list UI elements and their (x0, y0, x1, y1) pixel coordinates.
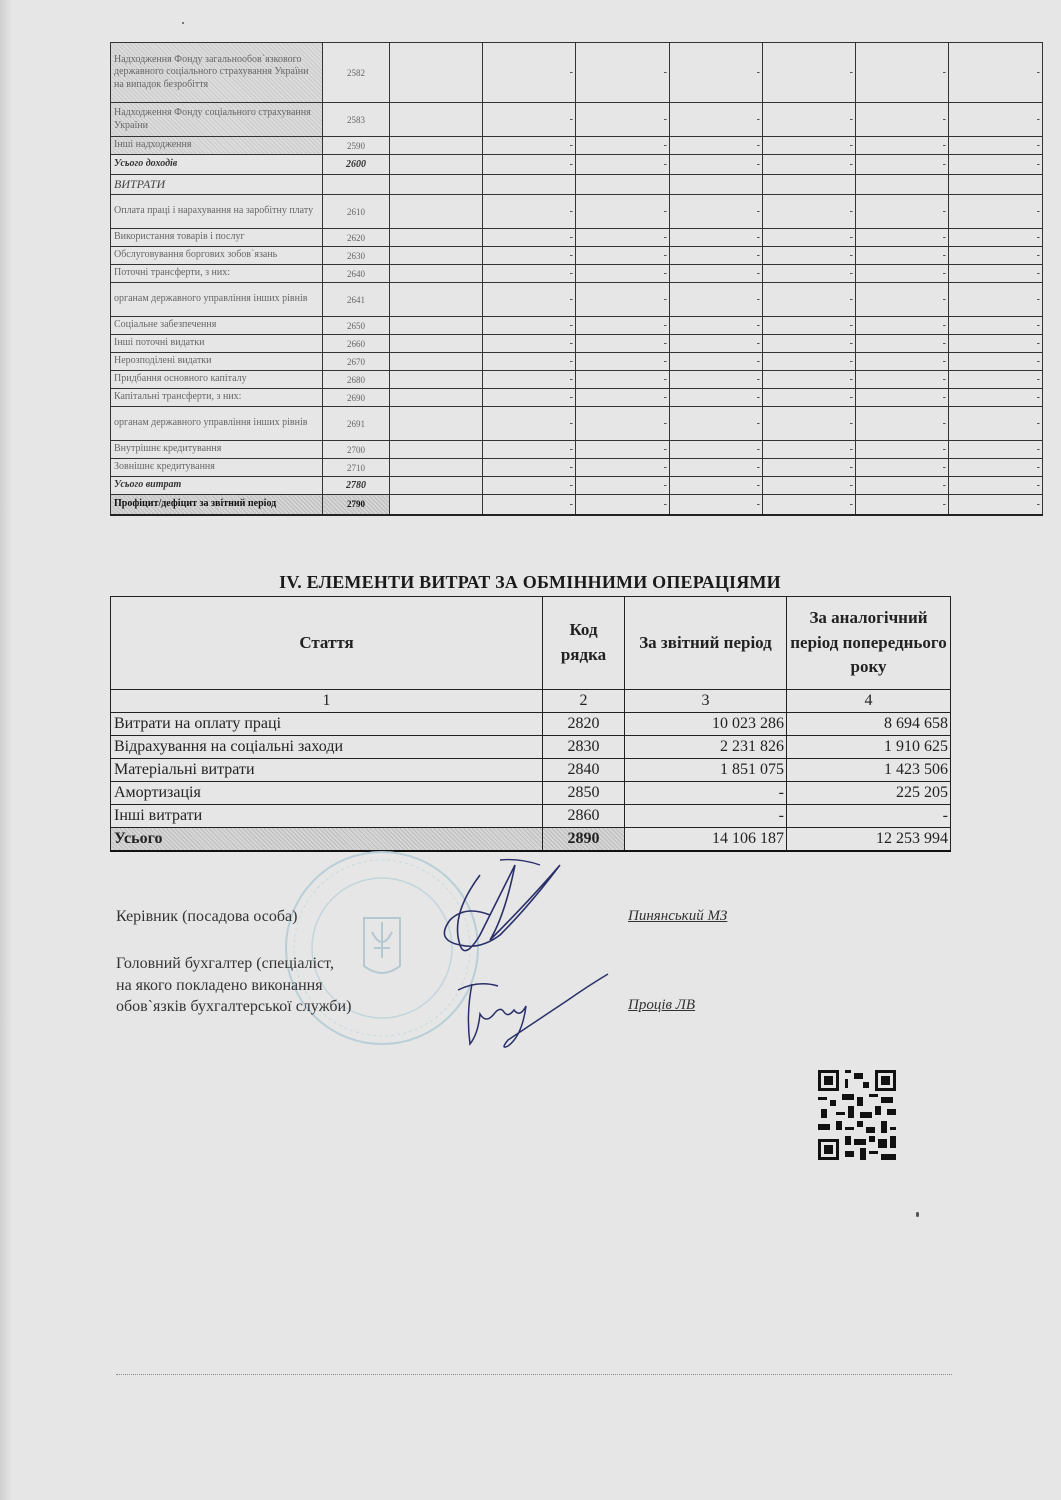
row-code (323, 175, 390, 195)
row-value: - (670, 389, 763, 407)
row-value: - (670, 247, 763, 265)
row-value: - (949, 247, 1043, 265)
scan-speck (182, 22, 184, 24)
header-article: Стаття (111, 597, 543, 690)
row-name: Внутрішнє кредитування (111, 441, 323, 459)
row-value: - (763, 477, 856, 495)
row-name: Використання товарів і послуг (111, 229, 323, 247)
column-number: 3 (625, 690, 787, 713)
row-value: - (576, 137, 670, 155)
table-row (111, 441, 1043, 459)
row-value: - (483, 247, 576, 265)
scan-edge-shadow (0, 0, 12, 1500)
row-value: - (576, 229, 670, 247)
table-row (111, 495, 1043, 515)
row-value: - (856, 441, 949, 459)
row-value: - (576, 155, 670, 175)
row-code: 2641 (323, 283, 390, 317)
row-code: 2790 (323, 495, 390, 515)
row-value: - (856, 137, 949, 155)
row-value (390, 229, 483, 247)
expense-elements-table (110, 596, 951, 852)
row-value (390, 371, 483, 389)
row-value: - (576, 389, 670, 407)
row-value: - (576, 335, 670, 353)
row-value: - (949, 229, 1043, 247)
row-previous: 1 423 506 (787, 759, 951, 782)
table-row (111, 103, 1043, 137)
row-current: 10 023 286 (625, 713, 787, 736)
row-value: - (670, 441, 763, 459)
table-row (111, 155, 1043, 175)
table-row (111, 782, 951, 805)
row-value: - (949, 353, 1043, 371)
row-value: - (483, 353, 576, 371)
row-value (390, 137, 483, 155)
row-name: Надходження Фонду соціального страхування України (111, 103, 323, 137)
row-value (390, 265, 483, 283)
row-value: - (670, 407, 763, 441)
row-name: Обслуговування боргових зобов`язань (111, 247, 323, 265)
table-row (111, 283, 1043, 317)
row-value: - (856, 247, 949, 265)
column-number: 4 (787, 690, 951, 713)
row-value: - (670, 317, 763, 335)
row-code: 2600 (323, 155, 390, 175)
row-value: - (763, 495, 856, 515)
row-value: - (763, 195, 856, 229)
header-current-period: За звітний період (625, 597, 787, 690)
row-code: 2890 (543, 828, 625, 852)
row-value: - (856, 371, 949, 389)
row-value (390, 317, 483, 335)
row-value: - (763, 43, 856, 103)
table-row (111, 247, 1043, 265)
head-label: Керівник (посадова особа) (116, 908, 298, 925)
row-code: 2680 (323, 371, 390, 389)
row-name: Нерозподілені видатки (111, 353, 323, 371)
accountant-label-line3: обов`язків бухгалтерської служби) (116, 998, 352, 1015)
row-value: - (483, 229, 576, 247)
row-current: - (625, 805, 787, 828)
row-value (390, 175, 483, 195)
row-value: - (670, 371, 763, 389)
row-value: - (856, 459, 949, 477)
table-row (111, 317, 1043, 335)
row-value: - (670, 353, 763, 371)
row-code: 2650 (323, 317, 390, 335)
row-value (390, 389, 483, 407)
row-value: - (763, 317, 856, 335)
row-name: Матеріальні витрати (111, 759, 543, 782)
row-name: Капітальні трансферти, з них: (111, 389, 323, 407)
row-name: органам державного управління інших рівнів (111, 283, 323, 317)
table-row (111, 229, 1043, 247)
table-row (111, 43, 1043, 103)
row-code: 2610 (323, 195, 390, 229)
table-row (111, 353, 1043, 371)
column-number: 1 (111, 690, 543, 713)
row-value: - (856, 407, 949, 441)
row-value (390, 495, 483, 515)
row-value: - (483, 103, 576, 137)
row-name: Оплата праці і нарахування на заробітну плату (111, 195, 323, 229)
table-row (111, 407, 1043, 441)
table-row (111, 265, 1043, 283)
row-code: 2840 (543, 759, 625, 782)
row-value (763, 175, 856, 195)
row-value (390, 353, 483, 371)
row-code: 2780 (323, 477, 390, 495)
row-value: - (763, 371, 856, 389)
row-value: - (483, 335, 576, 353)
row-value: - (483, 283, 576, 317)
row-value: - (576, 407, 670, 441)
row-value: - (949, 317, 1043, 335)
row-value: - (576, 353, 670, 371)
row-value (390, 283, 483, 317)
row-code: 2690 (323, 389, 390, 407)
row-value: - (576, 195, 670, 229)
row-value: - (576, 495, 670, 515)
table-row (111, 805, 951, 828)
row-value: - (763, 389, 856, 407)
header-previous-period: За аналогічний період попереднього року (787, 597, 951, 690)
row-value: - (856, 389, 949, 407)
row-code: 2620 (323, 229, 390, 247)
row-value: - (856, 229, 949, 247)
row-name: Придбання основного капіталу (111, 371, 323, 389)
row-value (390, 441, 483, 459)
row-value: - (483, 371, 576, 389)
row-name: органам державного управління інших рівнів (111, 407, 323, 441)
accountant-signature (450, 970, 640, 1050)
row-value: - (949, 407, 1043, 441)
row-value: - (670, 459, 763, 477)
row-value: - (856, 477, 949, 495)
row-value: - (949, 441, 1043, 459)
row-value: - (856, 43, 949, 103)
row-value: - (856, 265, 949, 283)
row-value: - (763, 441, 856, 459)
row-value: - (483, 407, 576, 441)
row-value: - (949, 43, 1043, 103)
row-current: 2 231 826 (625, 736, 787, 759)
column-numbers-row (111, 690, 951, 713)
row-value: - (483, 477, 576, 495)
scan-speck (916, 1212, 919, 1217)
row-value: - (949, 371, 1043, 389)
row-name: Профіцит/дефіцит за звітний період (111, 495, 323, 515)
row-value: - (949, 335, 1043, 353)
row-value: - (576, 283, 670, 317)
row-name: Поточні трансферти, з них: (111, 265, 323, 283)
row-value: - (576, 103, 670, 137)
row-value: - (670, 155, 763, 175)
table-row (111, 459, 1043, 477)
row-value: - (949, 103, 1043, 137)
row-value: - (763, 247, 856, 265)
row-value (949, 175, 1043, 195)
accountant-label-line1: Головний бухгалтер (спеціаліст, (116, 955, 334, 972)
row-value: - (670, 103, 763, 137)
row-value (576, 175, 670, 195)
row-value: - (483, 317, 576, 335)
row-previous: 8 694 658 (787, 713, 951, 736)
row-value: - (856, 195, 949, 229)
row-previous: 12 253 994 (787, 828, 951, 852)
row-previous: 1 910 625 (787, 736, 951, 759)
row-name: Амортизація (111, 782, 543, 805)
row-value: - (856, 103, 949, 137)
row-value: - (670, 43, 763, 103)
row-name: ВИТРАТИ (111, 175, 323, 195)
row-value: - (576, 371, 670, 389)
row-previous: - (787, 805, 951, 828)
row-code: 2860 (543, 805, 625, 828)
row-name: Витрати на оплату праці (111, 713, 543, 736)
column-number: 2 (543, 690, 625, 713)
row-value: - (856, 155, 949, 175)
row-value: - (483, 495, 576, 515)
row-value: - (483, 459, 576, 477)
row-code: 2583 (323, 103, 390, 137)
row-value: - (483, 265, 576, 283)
accountant-name: Проців ЛВ (628, 997, 696, 1013)
row-name: Усього доходів (111, 155, 323, 175)
row-value: - (576, 459, 670, 477)
row-value: - (856, 495, 949, 515)
row-value: - (763, 265, 856, 283)
row-code: 2850 (543, 782, 625, 805)
row-value: - (670, 477, 763, 495)
row-value: - (856, 317, 949, 335)
row-value (390, 155, 483, 175)
row-value: - (763, 229, 856, 247)
row-value: - (763, 103, 856, 137)
table-header-row (111, 597, 951, 690)
table-row (111, 736, 951, 759)
header-code: Код рядка (543, 597, 625, 690)
row-value (390, 103, 483, 137)
row-code: 2582 (323, 43, 390, 103)
row-name: Відрахування на соціальні заходи (111, 736, 543, 759)
row-value: - (483, 155, 576, 175)
row-value: - (856, 335, 949, 353)
row-value: - (763, 283, 856, 317)
table-row (111, 713, 951, 736)
row-value: - (670, 283, 763, 317)
row-value: - (949, 477, 1043, 495)
row-value: - (576, 477, 670, 495)
table-row (111, 477, 1043, 495)
row-value (390, 247, 483, 265)
footer-divider (116, 1374, 952, 1375)
row-value: - (949, 137, 1043, 155)
row-value: - (949, 265, 1043, 283)
row-value: - (670, 137, 763, 155)
row-code: 2670 (323, 353, 390, 371)
row-value: - (763, 353, 856, 371)
row-value: - (483, 43, 576, 103)
row-value (856, 175, 949, 195)
total-row (111, 828, 951, 852)
row-value: - (670, 495, 763, 515)
table-row (111, 335, 1043, 353)
row-code: 2710 (323, 459, 390, 477)
table-row (111, 175, 1043, 195)
row-value: - (670, 229, 763, 247)
row-value (483, 175, 576, 195)
row-value (390, 195, 483, 229)
row-code: 2590 (323, 137, 390, 155)
row-value: - (949, 389, 1043, 407)
row-value: - (856, 283, 949, 317)
row-value: - (856, 353, 949, 371)
row-name: Усього (111, 828, 543, 852)
table-row (111, 389, 1043, 407)
row-name: Інші надходження (111, 137, 323, 155)
table-row (111, 759, 951, 782)
row-value: - (949, 495, 1043, 515)
row-value: - (576, 317, 670, 335)
row-value (390, 477, 483, 495)
row-value: - (763, 335, 856, 353)
row-name: Інші поточні видатки (111, 335, 323, 353)
head-name: Пинянський МЗ (628, 908, 728, 924)
row-code: 2830 (543, 736, 625, 759)
row-value: - (576, 265, 670, 283)
row-value: - (949, 195, 1043, 229)
row-value: - (483, 389, 576, 407)
table-row (111, 137, 1043, 155)
row-value (390, 335, 483, 353)
table-row (111, 195, 1043, 229)
accountant-label-line2: на якого покладено виконання (116, 977, 323, 994)
row-value (670, 175, 763, 195)
row-value: - (763, 459, 856, 477)
row-value: - (949, 283, 1043, 317)
row-value: - (483, 137, 576, 155)
row-current: - (625, 782, 787, 805)
row-value: - (576, 43, 670, 103)
section-title: IV. ЕЛЕМЕНТИ ВИТРАТ ЗА ОБМІННИМИ ОПЕРАЦІЯМИ (279, 572, 781, 592)
table-row (111, 371, 1043, 389)
row-code: 2700 (323, 441, 390, 459)
row-code: 2820 (543, 713, 625, 736)
income-expense-table (110, 42, 1043, 516)
qr-code-icon (818, 1070, 896, 1160)
row-value (390, 43, 483, 103)
row-current: 14 106 187 (625, 828, 787, 852)
row-value: - (763, 407, 856, 441)
row-value: - (670, 265, 763, 283)
row-value: - (949, 155, 1043, 175)
row-value: - (763, 155, 856, 175)
row-name: Соціальне забезпечення (111, 317, 323, 335)
head-signature (410, 855, 590, 975)
row-code: 2660 (323, 335, 390, 353)
row-value (390, 459, 483, 477)
row-code: 2640 (323, 265, 390, 283)
row-value: - (483, 195, 576, 229)
row-value: - (483, 441, 576, 459)
row-value: - (670, 335, 763, 353)
row-value: - (949, 459, 1043, 477)
row-current: 1 851 075 (625, 759, 787, 782)
row-name: Усього витрат (111, 477, 323, 495)
row-value: - (576, 441, 670, 459)
row-value: - (670, 195, 763, 229)
row-name: Надходження Фонду загальнообов`язкового державного соціального страхування України на випадок безробіття (111, 43, 323, 103)
row-name: Зовнішнє кредитування (111, 459, 323, 477)
row-code: 2691 (323, 407, 390, 441)
row-value (390, 407, 483, 441)
row-code: 2630 (323, 247, 390, 265)
row-name: Інші витрати (111, 805, 543, 828)
row-value: - (576, 247, 670, 265)
row-value: - (763, 137, 856, 155)
row-previous: 225 205 (787, 782, 951, 805)
